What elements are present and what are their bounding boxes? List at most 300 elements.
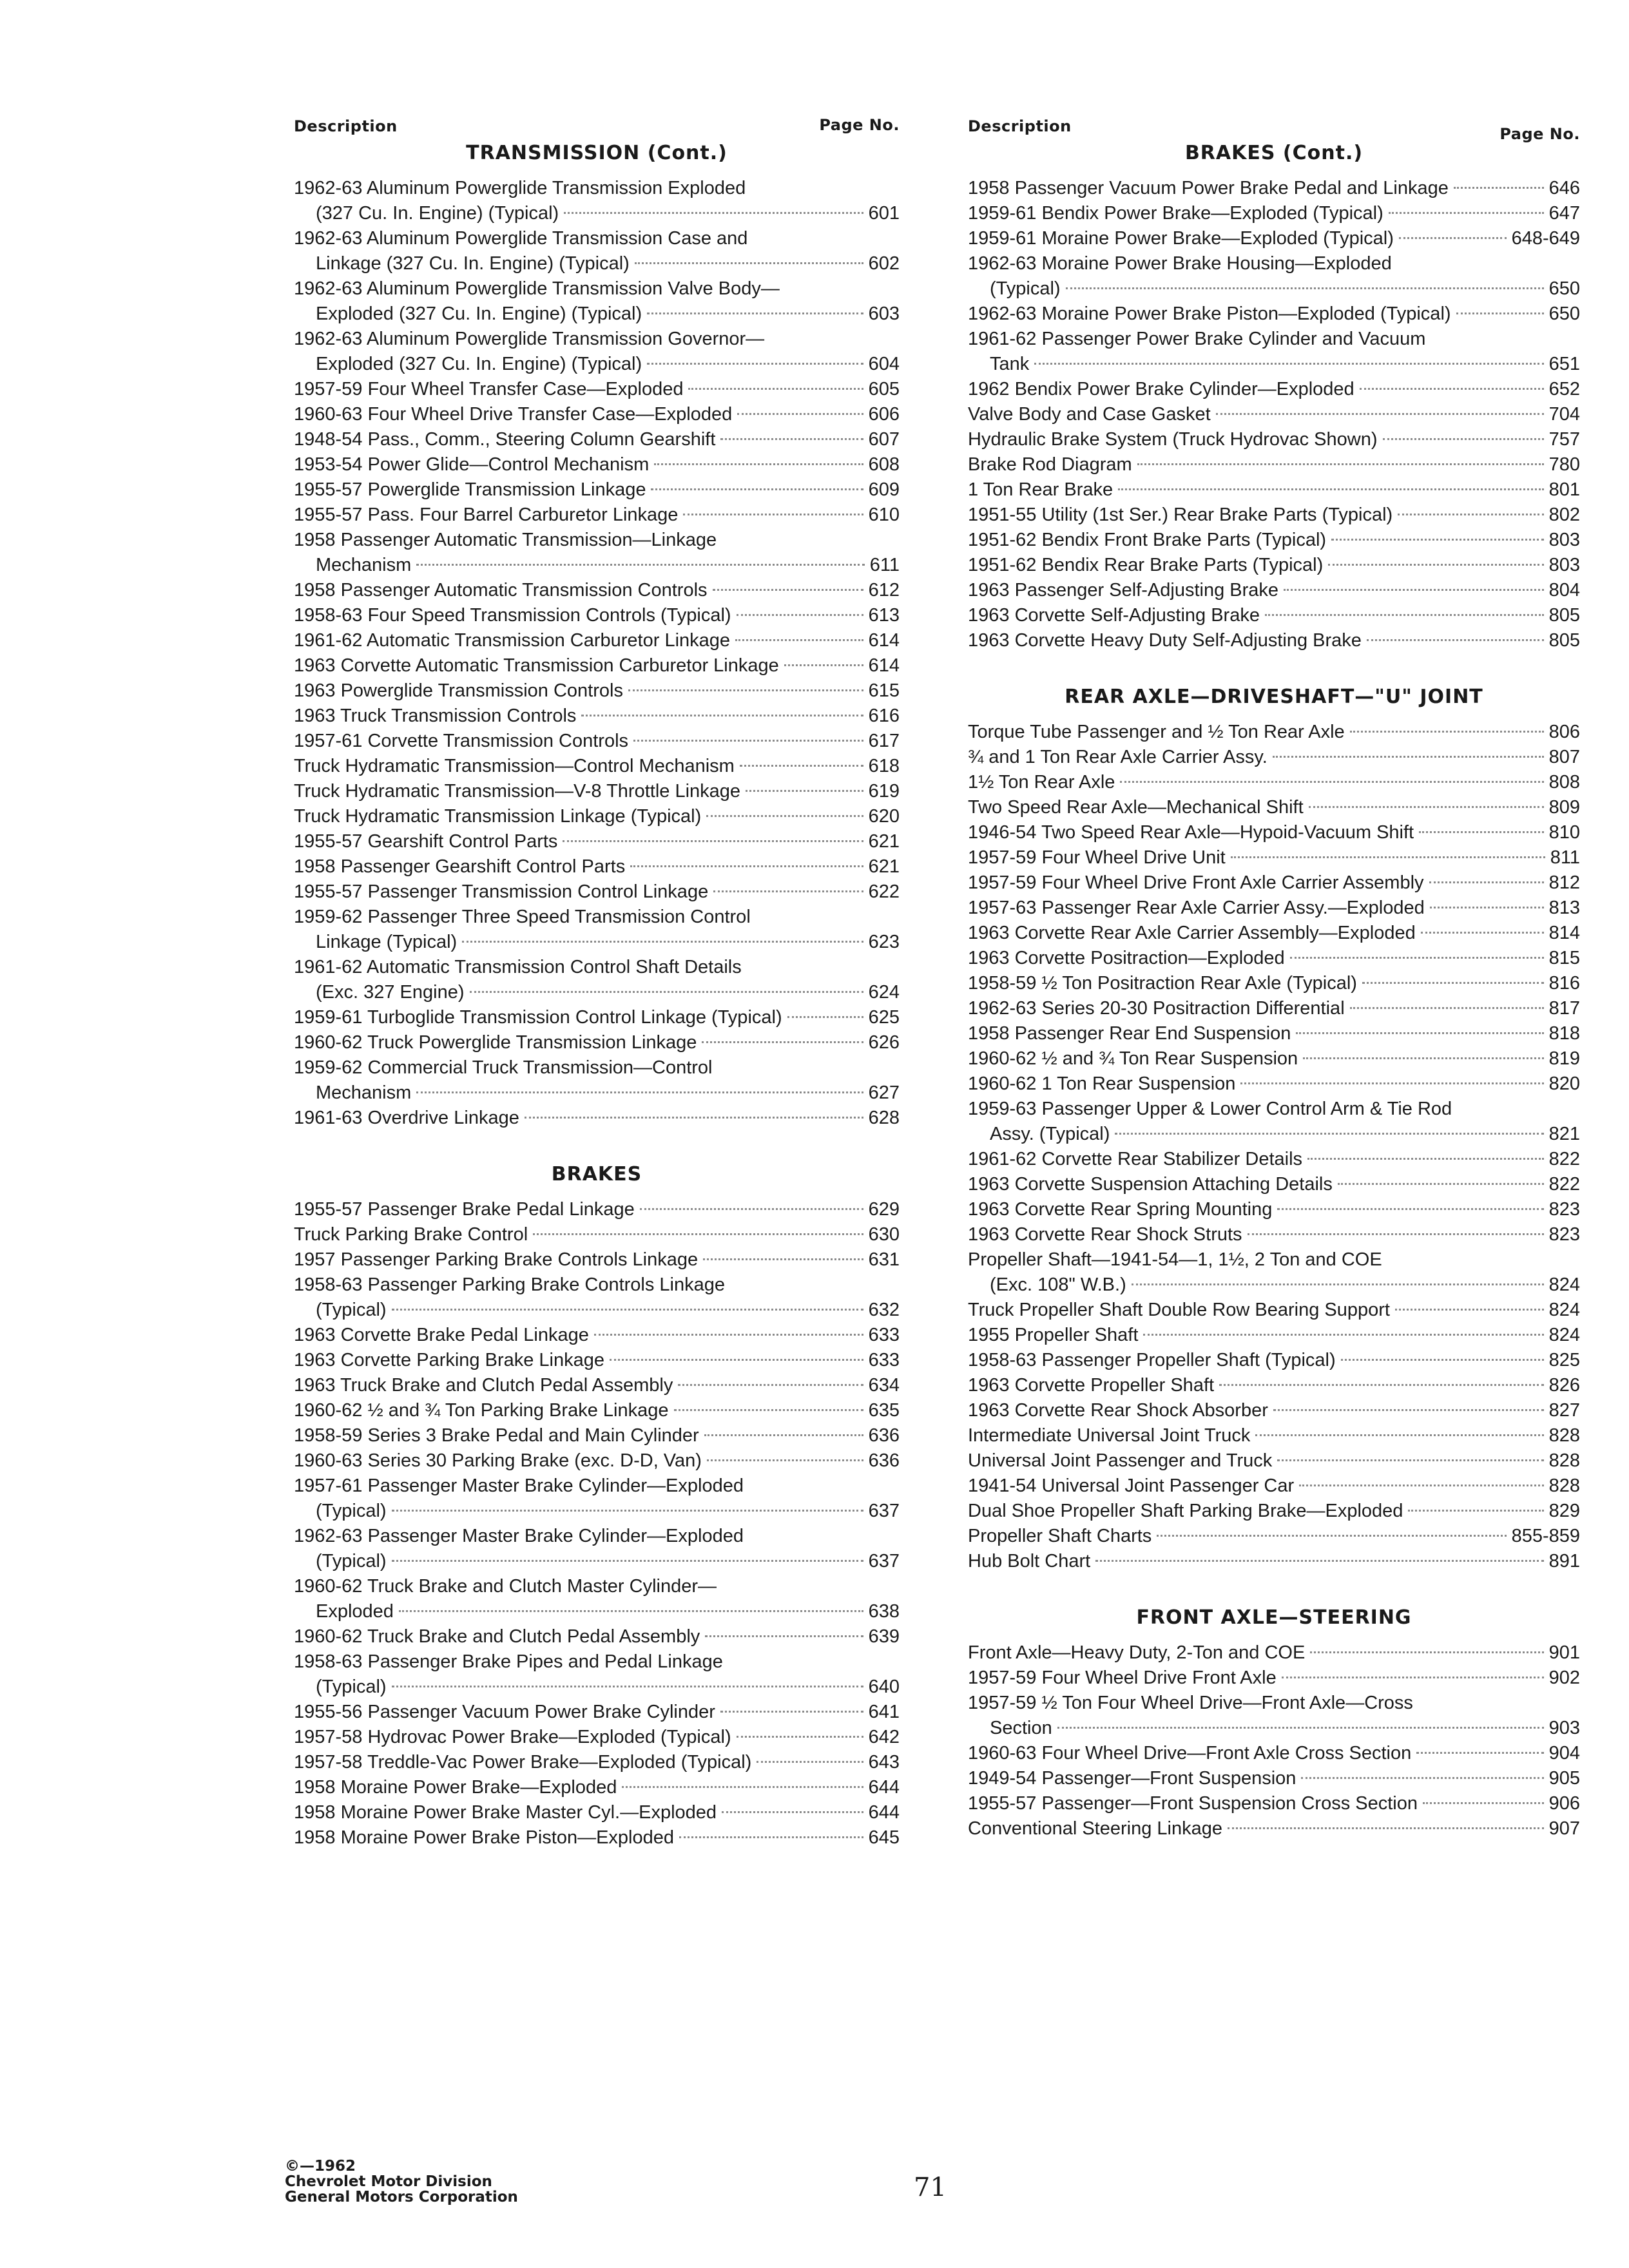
index-entry-line bbox=[294, 1448, 900, 1474]
index-entry-line bbox=[294, 1649, 900, 1675]
entry-page-number: 604 bbox=[868, 354, 900, 374]
section-title: TRANSMISSION (Cont.) bbox=[466, 142, 728, 164]
dot-leader bbox=[1350, 731, 1544, 733]
entry-page-number: 829 bbox=[1548, 1501, 1580, 1521]
entry-description: (Exc. 327 Engine) bbox=[316, 982, 465, 1003]
entry-page-number: 610 bbox=[868, 505, 900, 525]
entry-page-number: 631 bbox=[868, 1249, 900, 1270]
index-entry-line bbox=[968, 1691, 1580, 1716]
index-entry-line bbox=[294, 804, 900, 829]
entry-description: 1960-62 ½ and ¾ Ton Rear Suspension bbox=[968, 1048, 1298, 1069]
index-entry-line bbox=[294, 603, 900, 628]
dot-leader bbox=[1228, 1827, 1544, 1829]
entry-description: 1963 Corvette Rear Spring Mounting bbox=[968, 1199, 1273, 1220]
entry-description: Mechanism bbox=[316, 1082, 412, 1103]
entry-description: 1955-57 Powerglide Transmission Linkage bbox=[294, 479, 646, 500]
entry-page-number: 808 bbox=[1548, 772, 1580, 793]
entry-description: (Typical) bbox=[316, 1501, 387, 1521]
entry-page-number: 823 bbox=[1548, 1224, 1580, 1245]
index-entry-line bbox=[968, 1348, 1580, 1373]
left-column bbox=[294, 110, 900, 1850]
dot-leader bbox=[1277, 1459, 1543, 1461]
entry-description: 1949-54 Passenger—Front Suspension bbox=[968, 1768, 1296, 1789]
entry-page-number: 807 bbox=[1548, 747, 1580, 767]
entry-description: 1958 Moraine Power Brake Piston—Exploded bbox=[294, 1827, 674, 1848]
dot-leader bbox=[1456, 312, 1544, 314]
entry-description: 1958 Moraine Power Brake—Exploded bbox=[294, 1777, 617, 1798]
dot-leader bbox=[1219, 1384, 1544, 1386]
index-entry-line bbox=[294, 1106, 900, 1131]
dot-leader bbox=[1216, 413, 1544, 415]
index-entry-line bbox=[968, 770, 1580, 795]
entry-page-number: 907 bbox=[1548, 1818, 1580, 1839]
dot-leader bbox=[1115, 1133, 1543, 1135]
dot-leader bbox=[1383, 438, 1544, 440]
entry-page-number: 623 bbox=[868, 932, 900, 952]
index-entry-line bbox=[294, 1574, 900, 1599]
index-entry-line bbox=[294, 1423, 900, 1448]
index-entry-line bbox=[968, 503, 1580, 528]
index-entry-line bbox=[968, 327, 1580, 352]
dot-leader bbox=[740, 765, 863, 767]
index-entry-line bbox=[968, 553, 1580, 578]
dot-leader bbox=[1419, 831, 1544, 833]
index-entry-line bbox=[294, 1197, 900, 1222]
entry-page-number: 618 bbox=[868, 756, 900, 776]
dot-leader bbox=[1255, 1434, 1543, 1436]
index-entry-line bbox=[294, 427, 900, 452]
entry-page-number: 826 bbox=[1548, 1375, 1580, 1396]
index-entry-line bbox=[968, 402, 1580, 427]
dot-leader bbox=[722, 1811, 863, 1813]
dot-leader bbox=[1416, 1752, 1543, 1754]
dot-leader bbox=[1284, 589, 1544, 591]
entry-description: 1962-63 Series 20-30 Positraction Differential bbox=[968, 998, 1345, 1019]
dot-leader bbox=[1303, 1057, 1543, 1059]
index-entry-line bbox=[294, 1055, 900, 1081]
dot-leader bbox=[1362, 982, 1544, 984]
index-entry-line bbox=[294, 1624, 900, 1649]
entry-page-number: 652 bbox=[1548, 379, 1580, 399]
entry-description: 1957-59 Four Wheel Transfer Case—Exploded bbox=[294, 379, 684, 399]
entry-list bbox=[968, 720, 1580, 1574]
index-entry-line bbox=[968, 1072, 1580, 1097]
entry-page-number: 650 bbox=[1548, 303, 1580, 324]
entry-page-number: 803 bbox=[1548, 530, 1580, 550]
dot-leader bbox=[1338, 1183, 1544, 1185]
dot-leader bbox=[533, 1233, 863, 1235]
page-no-heading: Page No. bbox=[819, 116, 900, 134]
entry-page-number: 619 bbox=[868, 781, 900, 802]
dot-leader bbox=[628, 689, 863, 691]
index-entry-line bbox=[968, 226, 1580, 251]
entry-description: 1958-63 Four Speed Transmission Controls (Typical) bbox=[294, 605, 731, 626]
entry-description: 1960-62 ½ and ¾ Ton Parking Brake Linkage bbox=[294, 1400, 669, 1421]
entry-description: 1958-59 ½ Ton Positraction Rear Axle (Typical) bbox=[968, 973, 1357, 994]
entry-page-number: 824 bbox=[1548, 1325, 1580, 1345]
entry-page-number: 819 bbox=[1548, 1048, 1580, 1069]
entry-description: 1960-62 Truck Brake and Clutch Master Cylinder— bbox=[294, 1576, 717, 1597]
dot-leader bbox=[392, 1686, 863, 1687]
entry-description: Front Axle—Heavy Duty, 2-Ton and COE bbox=[968, 1642, 1306, 1663]
index-entry-line bbox=[968, 1273, 1580, 1298]
entry-page-number: 621 bbox=[868, 831, 900, 852]
entry-page-number: 630 bbox=[868, 1224, 900, 1245]
entry-page-number: 602 bbox=[868, 253, 900, 274]
entry-page-number: 815 bbox=[1548, 948, 1580, 968]
entry-page-number: 821 bbox=[1548, 1124, 1580, 1144]
dot-leader bbox=[630, 865, 863, 867]
entry-description: Conventional Steering Linkage bbox=[968, 1818, 1222, 1839]
entry-page-number: 805 bbox=[1548, 605, 1580, 626]
entry-page-number: 904 bbox=[1548, 1743, 1580, 1763]
dot-leader bbox=[1350, 1007, 1544, 1009]
dot-leader bbox=[1273, 1409, 1544, 1411]
entry-description: Propeller Shaft Charts bbox=[968, 1526, 1152, 1546]
index-entry-line bbox=[968, 720, 1580, 745]
entry-page-number: 612 bbox=[868, 580, 900, 601]
index-entry-line bbox=[294, 1222, 900, 1247]
entry-page-number: 616 bbox=[868, 706, 900, 726]
entry-page-number: 822 bbox=[1548, 1149, 1580, 1169]
entry-description: Truck Propeller Shaft Double Row Bearing Support bbox=[968, 1300, 1390, 1320]
index-entry-line bbox=[968, 1423, 1580, 1448]
entry-description: 1958-63 Passenger Parking Brake Controls Linkage bbox=[294, 1274, 726, 1295]
entry-page-number: 891 bbox=[1548, 1551, 1580, 1571]
index-entry-line bbox=[294, 653, 900, 678]
entry-description: 1960-62 1 Ton Rear Suspension bbox=[968, 1073, 1236, 1094]
right-column bbox=[968, 110, 1580, 1841]
dot-leader bbox=[647, 312, 863, 314]
dot-leader bbox=[757, 1761, 863, 1763]
dot-leader bbox=[1137, 463, 1544, 465]
dot-leader bbox=[1157, 1535, 1506, 1537]
dot-leader bbox=[1240, 1082, 1543, 1084]
entry-description: Brake Rod Diagram bbox=[968, 454, 1132, 475]
entry-page-number: 635 bbox=[868, 1400, 900, 1421]
entry-page-number: 651 bbox=[1548, 354, 1580, 374]
index-entry-line bbox=[294, 1348, 900, 1373]
index-entry-line bbox=[968, 201, 1580, 226]
index-entry-line bbox=[968, 427, 1580, 452]
entry-description: 1963 Corvette Rear Shock Absorber bbox=[968, 1400, 1268, 1421]
dot-leader bbox=[563, 840, 863, 842]
entry-page-number: 828 bbox=[1548, 1475, 1580, 1496]
entry-description: Truck Hydramatic Transmission—Control Mechanism bbox=[294, 756, 735, 776]
index-entry-line bbox=[968, 1791, 1580, 1816]
index-entry-line bbox=[294, 578, 900, 603]
dot-leader bbox=[1454, 187, 1544, 189]
entry-description: 1963 Corvette Automatic Transmission Carburetor Linkage bbox=[294, 655, 779, 676]
index-entry-line bbox=[294, 352, 900, 377]
index-entry-line bbox=[294, 1373, 900, 1398]
entry-page-number: 805 bbox=[1548, 630, 1580, 651]
entry-description: 1963 Truck Transmission Controls bbox=[294, 706, 577, 726]
index-entry-line bbox=[294, 1800, 900, 1825]
index-entry-line bbox=[968, 377, 1580, 402]
index-entry-line bbox=[968, 352, 1580, 377]
entry-page-number: 901 bbox=[1548, 1642, 1580, 1663]
entry-description: 1 Ton Rear Brake bbox=[968, 479, 1113, 500]
index-entry-line bbox=[968, 1716, 1580, 1741]
entry-description: 1962-63 Aluminum Powerglide Transmission Case and bbox=[294, 228, 748, 249]
index-entry-line bbox=[294, 628, 900, 653]
index-entry-line bbox=[294, 553, 900, 578]
index-entry-line bbox=[294, 1081, 900, 1106]
index-entry-line bbox=[294, 854, 900, 879]
entry-description: Intermediate Universal Joint Truck bbox=[968, 1425, 1251, 1446]
index-entry-line bbox=[968, 1298, 1580, 1323]
entry-page-number: 642 bbox=[868, 1727, 900, 1747]
dot-leader bbox=[1307, 1158, 1544, 1160]
dot-leader bbox=[622, 1786, 863, 1788]
dot-leader bbox=[651, 488, 863, 490]
entry-description: 1955-57 Passenger—Front Suspension Cross Section bbox=[968, 1793, 1418, 1814]
entry-description: 1962-63 Aluminum Powerglide Transmission Exploded bbox=[294, 178, 746, 198]
index-entry-line bbox=[294, 754, 900, 779]
index-entry-line bbox=[968, 1524, 1580, 1549]
corporation-name: General Motors Corporation bbox=[285, 2189, 518, 2206]
entry-description: Tank bbox=[990, 354, 1030, 374]
entry-page-number: 812 bbox=[1548, 872, 1580, 893]
index-entry-line bbox=[968, 1448, 1580, 1474]
entry-page-number: 609 bbox=[868, 479, 900, 500]
index-entry-line bbox=[968, 1816, 1580, 1841]
entry-page-number: 607 bbox=[868, 429, 900, 450]
dot-leader bbox=[737, 413, 863, 415]
entry-page-number: 636 bbox=[868, 1425, 900, 1446]
entry-description: 1958 Passenger Vacuum Power Brake Pedal and Linkage bbox=[968, 178, 1449, 198]
dot-leader bbox=[654, 463, 863, 465]
dot-leader bbox=[1310, 1651, 1543, 1653]
entry-page-number: 638 bbox=[868, 1601, 900, 1622]
dot-leader bbox=[674, 1409, 863, 1411]
index-entry-line bbox=[968, 477, 1580, 503]
entry-page-number: 906 bbox=[1548, 1793, 1580, 1814]
index-entry-line bbox=[294, 1247, 900, 1273]
index-entry-line bbox=[294, 930, 900, 955]
dot-leader bbox=[1430, 907, 1544, 908]
dot-leader bbox=[1398, 514, 1543, 515]
entry-page-number: 806 bbox=[1548, 722, 1580, 742]
entry-description: ¾ and 1 Ton Rear Axle Carrier Assy. bbox=[968, 747, 1268, 767]
index-entry-line bbox=[294, 1825, 900, 1850]
entry-page-number: 620 bbox=[868, 806, 900, 827]
dot-leader bbox=[392, 1309, 863, 1311]
dot-leader bbox=[1066, 287, 1544, 289]
entry-list bbox=[294, 1197, 900, 1850]
entry-page-number: 613 bbox=[868, 605, 900, 626]
dot-leader bbox=[737, 1736, 863, 1738]
entry-page-number: 816 bbox=[1548, 973, 1580, 994]
dot-leader bbox=[702, 1041, 863, 1043]
entry-description: 1963 Corvette Rear Shock Struts bbox=[968, 1224, 1242, 1245]
copyright: ©—1962 bbox=[285, 2158, 356, 2175]
entry-description: 1962-63 Aluminum Powerglide Transmission Valve Body— bbox=[294, 278, 780, 299]
index-entry-line bbox=[968, 628, 1580, 653]
entry-page-number: 641 bbox=[868, 1702, 900, 1722]
entry-page-number: 810 bbox=[1548, 822, 1580, 843]
entry-description: 1962 Bendix Power Brake Cylinder—Exploded bbox=[968, 379, 1354, 399]
dot-leader bbox=[462, 941, 863, 943]
entry-list bbox=[968, 176, 1580, 653]
entry-description: 1963 Corvette Propeller Shaft bbox=[968, 1375, 1215, 1396]
entry-page-number: 622 bbox=[868, 881, 900, 902]
dot-leader bbox=[746, 790, 863, 792]
entry-description: 1951-55 Utility (1st Ser.) Rear Brake Parts (Typical) bbox=[968, 505, 1393, 525]
dot-leader bbox=[1057, 1727, 1544, 1729]
index-entry-line bbox=[294, 1700, 900, 1725]
dot-leader bbox=[416, 1091, 863, 1093]
entry-description: 1960-63 Four Wheel Drive Transfer Case—Exploded bbox=[294, 404, 733, 425]
entry-page-number: 644 bbox=[868, 1802, 900, 1823]
dot-leader bbox=[633, 740, 863, 742]
entry-description: 1959-63 Passenger Upper & Lower Control Arm & Tie Rod bbox=[968, 1099, 1452, 1119]
dot-leader bbox=[392, 1510, 863, 1512]
index-entry-line bbox=[968, 1666, 1580, 1691]
entry-description: 1958 Passenger Automatic Transmission Controls bbox=[294, 580, 708, 601]
entry-description: 1963 Powerglide Transmission Controls bbox=[294, 680, 623, 701]
dot-leader bbox=[713, 890, 863, 892]
entry-page-number: 611 bbox=[869, 555, 900, 575]
dot-leader bbox=[1118, 488, 1543, 490]
section-title: BRAKES (Cont.) bbox=[1184, 142, 1364, 164]
entry-page-number: 615 bbox=[868, 680, 900, 701]
entry-description: 1957-59 Four Wheel Drive Front Axle bbox=[968, 1667, 1277, 1688]
dot-leader bbox=[1277, 1208, 1543, 1210]
entry-description: 1957-63 Passenger Rear Axle Carrier Assy.—Exploded bbox=[968, 898, 1425, 918]
entry-page-number: 629 bbox=[868, 1199, 900, 1220]
section-title: FRONT AXLE—STEERING bbox=[1136, 1606, 1412, 1629]
dot-leader bbox=[1231, 856, 1545, 858]
index-entry-line bbox=[294, 905, 900, 930]
index-entry-line bbox=[294, 176, 900, 201]
entry-page-number: 704 bbox=[1548, 404, 1580, 425]
entry-page-number: 628 bbox=[868, 1108, 900, 1128]
index-entry-line bbox=[968, 845, 1580, 870]
page-no-heading: Page No. bbox=[1499, 125, 1580, 143]
entry-description: Torque Tube Passenger and ½ Ton Rear Axle bbox=[968, 722, 1345, 742]
dot-leader bbox=[703, 1258, 863, 1260]
entry-description: 1963 Corvette Parking Brake Linkage bbox=[294, 1350, 605, 1370]
right-sections bbox=[968, 142, 1580, 1841]
dot-leader bbox=[1282, 1677, 1544, 1678]
index-entry-line bbox=[968, 795, 1580, 820]
entry-description: 1963 Corvette Self-Adjusting Brake bbox=[968, 605, 1260, 626]
left-column-header bbox=[294, 110, 900, 135]
entry-description: 1959-61 Turboglide Transmission Control Linkage (Typical) bbox=[294, 1007, 782, 1028]
dot-leader bbox=[564, 212, 863, 214]
index-entry-line bbox=[968, 528, 1580, 553]
entry-description: 1963 Corvette Suspension Attaching Details bbox=[968, 1174, 1333, 1195]
dot-leader bbox=[416, 564, 864, 566]
index-entry-line bbox=[968, 251, 1580, 276]
entry-page-number: 828 bbox=[1548, 1450, 1580, 1471]
index-entry-line bbox=[294, 1775, 900, 1800]
entry-page-number: 817 bbox=[1548, 998, 1580, 1019]
entry-description: (Typical) bbox=[316, 1300, 387, 1320]
entry-page-number: 625 bbox=[868, 1007, 900, 1028]
dot-leader bbox=[706, 815, 863, 817]
entry-page-number: 601 bbox=[868, 203, 900, 224]
index-entry-line bbox=[294, 729, 900, 754]
dot-leader bbox=[610, 1359, 863, 1361]
entry-description: 1955-57 Passenger Transmission Control Linkage bbox=[294, 881, 709, 902]
entry-description: 1963 Corvette Positraction—Exploded bbox=[968, 948, 1285, 968]
index-entry-line bbox=[968, 1766, 1580, 1791]
dot-leader bbox=[1408, 1510, 1543, 1512]
entry-page-number: 827 bbox=[1548, 1400, 1580, 1421]
entry-page-number: 640 bbox=[868, 1677, 900, 1697]
entry-page-number: 813 bbox=[1548, 898, 1580, 918]
entry-description: 1951-62 Bendix Rear Brake Parts (Typical) bbox=[968, 555, 1324, 575]
entry-description: Hub Bolt Chart bbox=[968, 1551, 1091, 1571]
entry-page-number: 639 bbox=[868, 1626, 900, 1647]
entry-description: 1958 Moraine Power Brake Master Cyl.—Exploded bbox=[294, 1802, 717, 1823]
dot-leader bbox=[713, 589, 863, 591]
entry-page-number: 823 bbox=[1548, 1199, 1580, 1220]
dot-leader bbox=[525, 1117, 863, 1119]
index-entry-line bbox=[294, 276, 900, 302]
index-entry-line bbox=[968, 452, 1580, 477]
index-entry-line bbox=[294, 327, 900, 352]
entry-description: 1951-62 Bendix Front Brake Parts (Typical) bbox=[968, 530, 1327, 550]
entry-page-number: 903 bbox=[1548, 1718, 1580, 1738]
right-column-header bbox=[968, 110, 1580, 143]
index-entry-line bbox=[294, 955, 900, 980]
index-entry-line bbox=[294, 1323, 900, 1348]
dot-leader bbox=[1367, 639, 1544, 641]
entry-description: 1957-61 Passenger Master Brake Cylinder—Exploded bbox=[294, 1475, 744, 1496]
index-entry-line bbox=[294, 1725, 900, 1750]
dot-leader bbox=[640, 1208, 863, 1210]
dot-leader bbox=[1423, 1802, 1544, 1804]
entry-description: 1958-63 Passenger Brake Pipes and Pedal Linkage bbox=[294, 1651, 723, 1672]
dot-leader bbox=[594, 1334, 863, 1336]
index-entry-line bbox=[294, 1524, 900, 1549]
dot-leader bbox=[1273, 756, 1544, 758]
entry-description: 1959-62 Passenger Three Speed Transmission Control bbox=[294, 907, 751, 927]
entry-page-number: 902 bbox=[1548, 1667, 1580, 1688]
entry-description: 1961-63 Overdrive Linkage bbox=[294, 1108, 519, 1128]
index-entry-line bbox=[968, 1046, 1580, 1072]
dot-leader bbox=[1290, 957, 1544, 959]
entry-page-number: 646 bbox=[1548, 178, 1580, 198]
entry-description: (Typical) bbox=[316, 1551, 387, 1571]
entry-description: Section bbox=[990, 1718, 1052, 1738]
entry-description: 1962-63 Aluminum Powerglide Transmission Governor— bbox=[294, 329, 765, 349]
section-title: REAR AXLE—DRIVESHAFT—"U" JOINT bbox=[1065, 686, 1483, 708]
dot-leader bbox=[1143, 1334, 1543, 1336]
index-entry-line bbox=[968, 1222, 1580, 1247]
entry-page-number: 614 bbox=[868, 655, 900, 676]
entry-description: 1955-57 Pass. Four Barrel Carburetor Linkage bbox=[294, 505, 679, 525]
index-entry-line bbox=[968, 1549, 1580, 1574]
index-entry-line bbox=[294, 377, 900, 402]
entry-page-number: 820 bbox=[1548, 1073, 1580, 1094]
dot-leader bbox=[1132, 1283, 1544, 1285]
dot-leader bbox=[683, 514, 863, 515]
entry-description: 1958 Passenger Automatic Transmission—Linkage bbox=[294, 530, 717, 550]
entry-page-number: 606 bbox=[868, 404, 900, 425]
entry-description: Two Speed Rear Axle—Mechanical Shift bbox=[968, 797, 1304, 818]
entry-description: 1962-63 Moraine Power Brake Housing—Exploded bbox=[968, 253, 1392, 274]
index-entry-line bbox=[968, 1097, 1580, 1122]
index-entry-line bbox=[968, 896, 1580, 921]
entry-page-number: 803 bbox=[1548, 555, 1580, 575]
entry-description: 1963 Corvette Heavy Duty Self-Adjusting Brake bbox=[968, 630, 1362, 651]
index-entry-line bbox=[294, 1005, 900, 1030]
